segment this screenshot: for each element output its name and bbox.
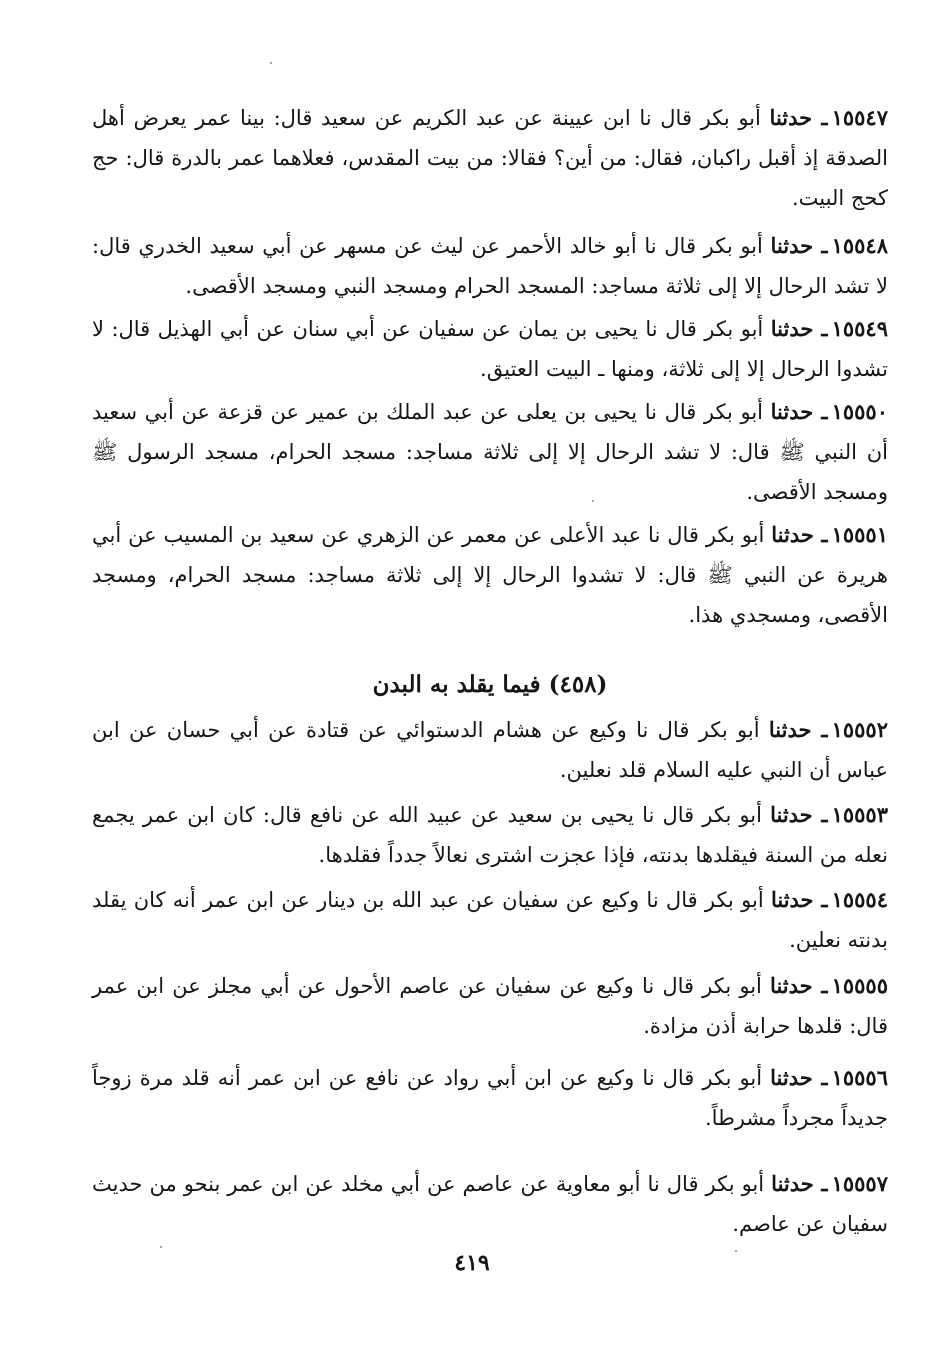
hadith-number: ١٥٥٤٩	[831, 316, 888, 341]
hadith-lead: ـ حدثنا	[771, 522, 828, 547]
hadith-lead: ـ حدثنا	[770, 1065, 828, 1090]
hadith-number: ١٥٥٥٠	[831, 399, 888, 424]
hadith-lead: ـ حدثنا	[770, 973, 828, 998]
hadith-lead: ـ حدثنا	[771, 1171, 828, 1196]
hadith-lead: ـ حدثنا	[770, 399, 828, 424]
hadith-text: أبو بكر قال نا يحيى بن يعلى عن عبد الملك بن عمير عن قزعة عن أبي سعيد أن النبي ﷺ قال: لا تشد الرحال إلا إلى ثلاثة مساجد: مسجد الحرام، مسجد الرسول ﷺ ومسجد الأقصى.	[92, 400, 888, 504]
hadith-text: أبو بكر قال نا ابن عيينة عن عبد الكريم عن سعيد قال: بينا عمر يعرض أهل الصدقة إذ أقبل راكبان، فقال: من أين؟ فقالا: من بيت المقدس، فعلاهما عمر بالدرة قال: حج كحج البيت.	[92, 106, 888, 210]
hadith-number: ١٥٥٥٤	[831, 887, 888, 912]
hadith-number: ١٥٥٥٧	[831, 1171, 888, 1196]
hadith-entry	[92, 880, 888, 960]
hadith-entry	[92, 515, 888, 635]
hadith-entry	[92, 795, 888, 875]
hadith-lead: ـ حدثنا	[770, 887, 828, 912]
hadith-entry	[92, 710, 888, 790]
hadith-entry	[92, 966, 888, 1046]
hadith-entry	[92, 98, 888, 218]
hadith-lead: ـ حدثنا	[768, 717, 828, 742]
hadith-entry	[92, 309, 888, 389]
hadith-number: ١٥٥٤٧	[831, 105, 888, 130]
hadith-text: أبو بكر قال نا يحيى بن سعيد عن عبيد الله عن نافع قال: كان ابن عمر يجمع نعله من السنة فيقلدها بدنته، فإذا عجزت اشترى نعالاً جدداً فقلدها.	[92, 803, 888, 867]
hadith-number: ١٥٥٥١	[831, 522, 888, 547]
hadith-number: ١٥٥٥٣	[831, 802, 888, 827]
hadith-number: ١٥٥٥٦	[831, 1065, 888, 1090]
hadith-number: ١٥٥٥٢	[831, 717, 888, 742]
hadith-lead: ـ حدثنا	[770, 316, 828, 341]
hadith-entry	[92, 1058, 888, 1138]
hadith-entry	[92, 226, 888, 306]
hadith-text: أبو بكر قال نا وكيع عن ابن أبي رواد عن نافع عن ابن عمر أنه قلد مرة زوجاً جديداً مجرداً مشرطاً.	[92, 1066, 888, 1130]
hadith-text: أبو بكر قال نا عبد الأعلى عن معمر عن الزهري عن سعيد بن المسيب عن أبي هريرة عن النبي ﷺ قال: لا تشدوا الرحال إلا إلى ثلاثة مساجد: مسجد الحرام، ومسجد الأقصى، ومسجدي هذا.	[92, 523, 888, 627]
hadith-lead: ـ حدثنا	[770, 233, 828, 258]
hadith-number: ١٥٥٥٥	[831, 973, 888, 998]
hadith-lead: ـ حدثنا	[769, 105, 828, 130]
hadith-entry	[92, 1164, 888, 1244]
hadith-text: أبو بكر قال نا وكيع عن سفيان عن عاصم الأحول عن أبي مجلز عن ابن عمر قال: قلدها حرابة أذن مزادة.	[92, 974, 888, 1038]
hadith-text: أبو بكر قال نا أبو خالد الأحمر عن ليث عن مسهر عن أبي سعيد الخدري قال: لا تشد الرحال إلا إلى ثلاثة مساجد: المسجد الحرام ومسجد النبي ومسجد الأقصى.	[92, 234, 888, 298]
hadith-text: أبو بكر قال نا أبو معاوية عن عاصم عن أبي مخلد عن ابن عمر بنحو من حديث سفيان عن عاصم.	[92, 1172, 888, 1236]
paper-speck	[270, 62, 272, 64]
page-number: ٤١٩	[454, 1250, 490, 1276]
hadith-text: أبو بكر قال نا يحيى بن يمان عن سفيان عن أبي سنان عن أبي الهذيل قال: لا تشدوا الرحال إلا إلى ثلاثة، ومنها ـ البيت العتيق.	[92, 317, 888, 381]
hadith-text: أبو بكر قال نا وكيع عن سفيان عن عبد الله بن دينار عن ابن عمر أنه كان يقلد بدنته نعلين.	[92, 888, 888, 952]
hadith-text: أبو بكر قال نا وكيع عن هشام الدستوائي عن قتادة عن أبي حسان عن ابن عباس أن النبي عليه السلام قلد نعلين.	[92, 718, 888, 782]
hadith-number: ١٥٥٤٨	[831, 233, 888, 258]
hadith-lead: ـ حدثنا	[770, 802, 828, 827]
hadith-entry	[92, 392, 888, 512]
chapter-heading: (٤٥٨) فيما يقلد به البدن	[372, 671, 608, 698]
